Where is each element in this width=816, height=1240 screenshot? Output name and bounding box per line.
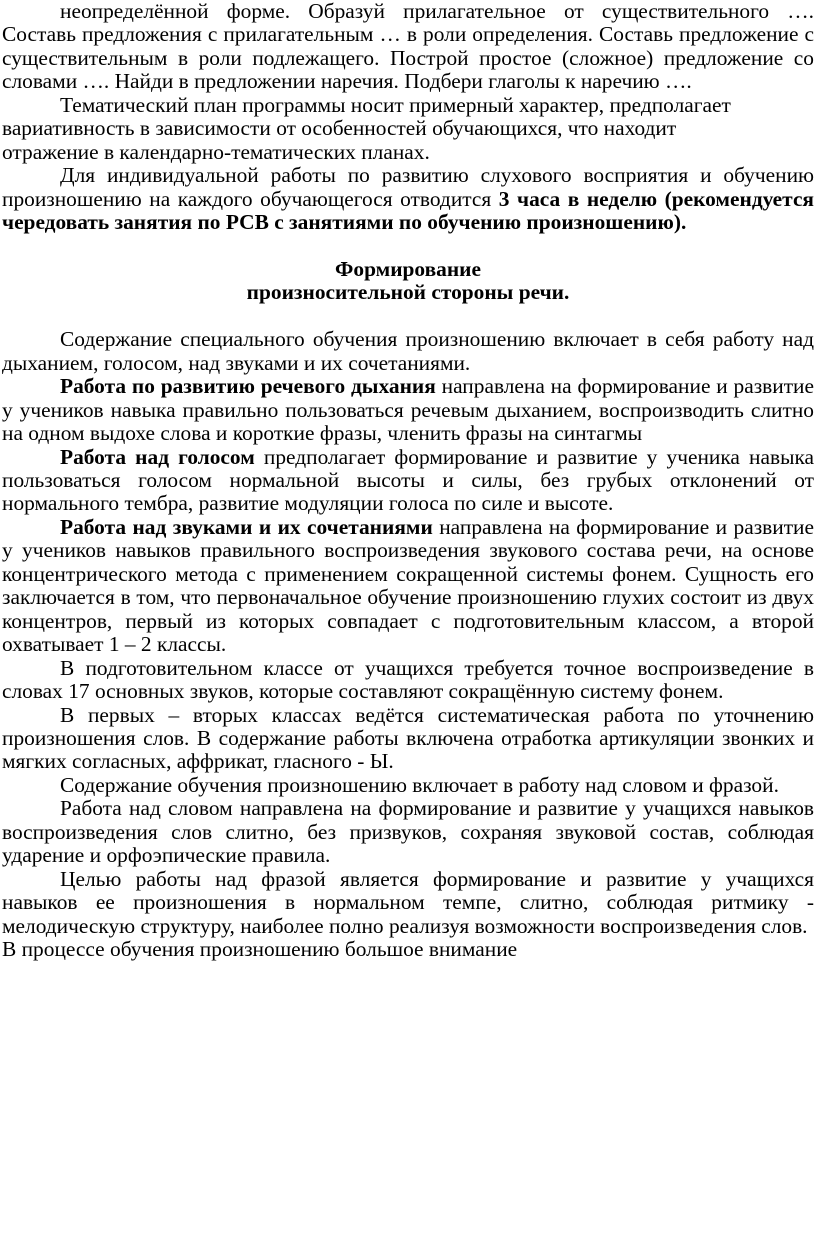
paragraph-thematic-plan: Тематический план программы носит примерный характер, предполагает вариативность в зависимости от особенностей обучающихся, что находит <box>2 92 731 141</box>
individual-work-text: Для индивидуальной работы по развитию слухового восприятия и обучению произношению на каждого обучающегося отводится <box>2 163 814 211</box>
paragraph-first-second-classes: В первых – вторых классах ведётся систематическая работа по уточнению произношения слов. В содержание работы включена отработка артикуляции звонких и мягких согласных, аффрикат, гласного - Ы. <box>2 702 814 774</box>
paragraph-final: В процессе обучения произношению большое внимание <box>2 937 518 962</box>
section-heading-line1: Формирование <box>335 256 481 281</box>
sounds-heading: Работа над звуками и их сочетаниями <box>60 514 433 539</box>
breathing-text: направлена на формирование и развитие у учеников навыка правильно пользоваться речевым дыханием, воспроизводить слитно на одном выдохе слова и короткие фразы, членить фразы на синтагмы <box>2 374 814 446</box>
voice-text: предполагает формирование и развитие у ученика навыка пользоваться голосом нормальной высоты и силы, без грубых отклонений от нормального тембра, развитие модуляции голоса по силе и высоте. <box>2 444 815 516</box>
breathing-heading: Работа по развитию речевого дыхания <box>60 374 436 399</box>
paragraph-voice <box>2 446 814 516</box>
paragraph-individual-work <box>2 164 814 234</box>
paragraph-content-overview: Содержание специального обучения произношению включает в себя работу над дыханием, голосом, над звуками и их сочетаниями. <box>2 327 814 375</box>
paragraph-thematic-plan-continued: отражение в календарно-тематических планах. <box>2 139 430 164</box>
paragraph-word-work: Работа над словом направлена на формирование и развитие у учащихся навыков воспроизведения слов слитно, без призвуков, сохраняя звуковой состав, соблюдая ударение и орфоэпические правила. <box>2 796 814 868</box>
individual-work-hours: 3 часа в неделю (рекомендуется чередовать занятия по РСВ с занятиями по обучению произношению). <box>2 186 815 235</box>
section-heading-line2: произносительной стороны речи. <box>246 280 570 305</box>
paragraph-exercises: неопределённой форме. Образуй прилагательное от существительного …. Составь предложения с прилагательным … в роли определения. Составь предложение с существительным в роли подлежащего. Построй простое (сложное) предложение со словами …. Найди в предложении наречия. Подбери глаголы к наречию …. <box>2 0 814 94</box>
paragraph-word-and-phrase: Содержание обучения произношению включает в работу над словом и фразой. <box>60 772 779 797</box>
spacer <box>2 305 814 328</box>
sounds-text: направлена на формирование и развитие у учеников навыков правильного воспроизведения звукового состава речи, на основе концентрического метода с применением сокращенной системы фонем. Сущность его заключается в том, что первоначальное обучение произношению глухих состоит из двух концентров, первый из которых совпадает с подготовительным классом, а второй охватывает 1 – 2 классы. <box>2 514 814 657</box>
paragraph-phrase-work: Целью работы над фразой является формирование и развитие у учащихся навыков ее произношения в нормальном темпе, слитно, соблюдая ритмику - мелодическую структуру, наиболее полно реализуя возможности воспроизведения слов. <box>2 866 814 938</box>
paragraph-preparatory-class: В подготовительном классе от учащихся требуется точное воспроизведение в словах 17 основных звуков, которые составляют сокращённую систему фонем. <box>2 655 814 704</box>
paragraph-breathing <box>2 375 814 445</box>
spacer <box>2 235 814 258</box>
voice-heading: Работа над голосом <box>60 444 255 469</box>
paragraph-sounds <box>2 516 814 657</box>
